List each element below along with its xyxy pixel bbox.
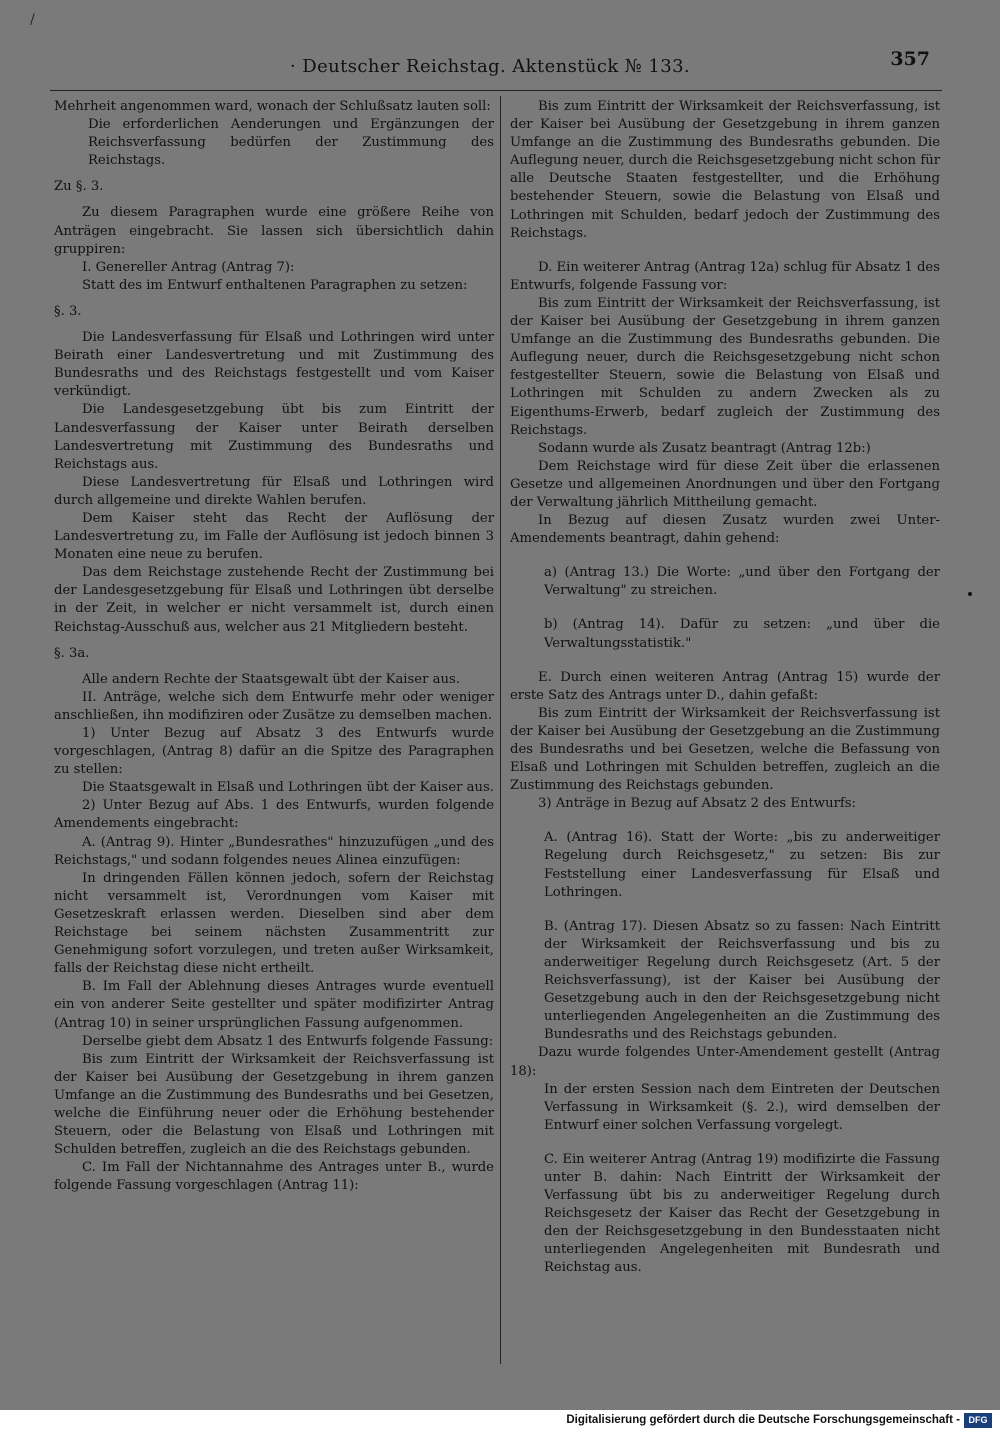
running-header: · Deutscher Reichstag. Aktenstück № 133. (290, 56, 691, 77)
paragraph: 3) Anträge in Bezug auf Absatz 2 des Entwurfs: (538, 796, 856, 812)
paragraph-spacer (510, 813, 940, 829)
paragraph: C. Ein weiterer Antrag (Antrag 19) modifizirte die Fassung unter B. dahin: Nach Eintritt der Wirksamkeit der Verfassung übt bis zu anderweitiger Regelung durch Reichsgesetz der Kaiser das Recht der Gesetzgebung in den der Reichsgesetzgebung in den Bundesstaaten nicht unterliegenden Angelegenheiten mit Bundesrath und Reichstag aus. (544, 1151, 940, 1276)
paragraph-spacer (510, 243, 940, 259)
ink-speck (968, 592, 972, 596)
paragraph: B. (Antrag 17). Diesen Absatz so zu fassen: Nach Eintritt der Wirksamkeit der Reichsverfassung und bis zu anderweitiger Regelung durch Reichsgesetz (Art. 5 der Reichsverfassung), ist der Kaiser bei Ausübung der Gesetzgebung auch in den der Reichsgesetzgebung nicht unterliegenden Angelegenheiten an die Zustimmung des Bundesraths und des Reichstags gebunden. (544, 918, 940, 1043)
section-heading: §. 3a. (54, 645, 90, 661)
corner-mark: / (30, 12, 35, 28)
section-heading: §. 3. (54, 303, 82, 319)
paragraph: I. Genereller Antrag (Antrag 7): (82, 259, 295, 275)
paragraph: Bis zum Eintritt der Wirksamkeit der Reichsverfassung ist der Kaiser bei Ausübung der Gesetzgebung an die Zustimmung des Bundesraths und bei Gesetzen, welche die Befassung von Elsaß und Lothringen mit Schulden betreffen, zugleich an die Zustimmung des Reichstags gebunden. (510, 705, 940, 794)
paragraph-spacer (510, 653, 940, 669)
paragraph: Das dem Reichstage zustehende Recht der Zustimmung bei der Landesgesetzgebung für Elsaß und Lothringen übt derselbe in der Zeit, in welcher er nicht versammelt ist, durch einen Reichstag-Ausschuß aus, welcher aus 21 Mitgliedern besteht. (54, 565, 494, 635)
paragraph: Die Landesverfassung für Elsaß und Lothringen wird unter Beirath einer Landesvertretung und mit Zustimmung des Bundesraths und des Reichstags festgestellt und vom Kaiser verkündigt. (54, 330, 494, 400)
paragraph: 2) Unter Bezug auf Abs. 1 des Entwurfs, wurden folgende Amendements eingebracht: (54, 798, 494, 832)
dfg-logo: DFG (964, 1413, 992, 1428)
paragraph: Sodann wurde als Zusatz beantragt (Antrag 12b:) (538, 440, 871, 456)
paragraph: Dem Kaiser steht das Recht der Auflösung der Landesvertretung zu, im Falle der Auflösung ist jedoch binnen 3 Monaten eine neue zu berufen. (54, 510, 494, 563)
paragraph: II. Anträge, welche sich dem Entwurfe mehr oder weniger anschließen, ihn modifiziren oder Zusätze zu demselben machen. (54, 689, 494, 723)
paragraph: In dringenden Fällen können jedoch, sofern der Reichstag nicht versammelt ist, Verordnungen vom Kaiser mit Gesetzeskraft erlassen werden. Dieselben sind aber dem Reichstage bei seinem nächsten Zusammentritt zur Genehmigung sofort vorzulegen, und treten außer Wirksamkeit, falls der Reichstag diese nicht ertheilt. (54, 870, 494, 977)
paragraph: b) (Antrag 14). Dafür zu setzen: „und über die Verwaltungsstatistik." (544, 617, 940, 651)
paragraph: D. Ein weiterer Antrag (Antrag 12a) schlug für Absatz 1 des Entwurfs, folgende Fassung vor: (510, 259, 940, 293)
paragraph: Derselbe giebt dem Absatz 1 des Entwurfs folgende Fassung: (82, 1033, 494, 1049)
paragraph: Dazu wurde folgendes Unter-Amendement gestellt (Antrag 18): (510, 1045, 940, 1079)
paragraph: Dem Reichstage wird für diese Zeit über die erlassenen Gesetze und allgemeinen Anordnungen und über den Fortgang der Verwaltung jährlich Mittheilung gemacht. (510, 458, 940, 510)
footer-credit: Digitalisierung gefördert durch die Deutsche Forschungsgemeinschaft - (566, 1414, 960, 1426)
header-rule (50, 90, 942, 91)
paragraph: Bis zum Eintritt der Wirksamkeit der Reichsverfassung ist der Kaiser bei Ausübung der Gesetzgebung in ihrem ganzen Umfange an die Zustimmung des Bundesraths und bei Gesetzen, welche die Einführung neuer oder die Erhöhung bestehender Steuern, oder die Belastung von Elsaß und Lothringen mit Schulden betreffen, zugleich an die des Reichstags gebunden. (54, 1051, 494, 1158)
paragraph: Bis zum Eintritt der Wirksamkeit der Reichsverfassung, ist der Kaiser bei Ausübung der Gesetzgebung in ihrem ganzen Umfange an die Zustimmung des Bundesraths gebunden. Die Auflegung neuer, durch die Reichsgesetzgebung nicht schon festgestellter Steuern, sowie die Belastung von Elsaß und Lothringen mit Schulden zu andern Zwecken als zu Eigenthums-Erwerb, bedarf zugleich der Zustimmung des Reichstags. (510, 295, 940, 438)
paragraph: Statt des im Entwurf enthaltenen Paragraphen zu setzen: (82, 277, 468, 293)
paragraph: a) (Antrag 13.) Die Worte: „und über den Fortgang der Verwaltung" zu streichen. (544, 565, 940, 599)
paragraph: Die Staatsgewalt in Elsaß und Lothringen übt der Kaiser aus. (82, 780, 494, 796)
paragraph: Mehrheit angenommen ward, wonach der Schlußsatz lauten soll: (54, 99, 491, 114)
paragraph: E. Durch einen weiteren Antrag (Antrag 15) wurde der erste Satz des Antrags unter D., dahin gefaßt: (510, 669, 940, 703)
section-heading: Zu §. 3. (54, 179, 104, 195)
paragraph: C. Im Fall der Nichtannahme des Antrages unter B., wurde folgende Fassung vorgeschlagen (Antrag 11): (54, 1160, 494, 1194)
paragraph-spacer (510, 902, 940, 918)
paragraph-spacer (510, 1135, 940, 1151)
left-column (54, 98, 494, 1195)
paragraph: In Bezug auf diesen Zusatz wurden zwei Unter-Amendements beantragt, dahin gehend: (510, 513, 940, 547)
paragraph: Zu diesem Paragraphen wurde eine größere Reihe von Anträgen eingebracht. Sie lassen sich übersichtlich dahin gruppiren: (54, 205, 494, 257)
paragraph-spacer (510, 600, 940, 616)
paragraph: Die erforderlichen Aenderungen und Ergänzungen der Reichsverfassung bedürfen der Zustimmung des Reichstags. (88, 117, 494, 169)
paragraph: A. (Antrag 9). Hinter „Bundesrathes" hinzuzufügen „und des Reichstags," und sodann folgendes neues Alinea einzufügen: (54, 834, 494, 868)
right-column (510, 98, 940, 1278)
paragraph: A. (Antrag 16). Statt der Worte: „bis zu anderweitiger Regelung durch Reichsgesetz," zu setzen: Bis zur Feststellung einer Landesverfassung für Elsaß und Lothringen. (544, 830, 940, 900)
paragraph: Alle andern Rechte der Staatsgewalt übt der Kaiser aus. (82, 671, 460, 687)
paragraph: Bis zum Eintritt der Wirksamkeit der Reichsverfassung, ist der Kaiser bei Ausübung der Gesetzgebung in ihrem ganzen Umfange an die Zustimmung des Bundesraths gebunden. Die Auflegung neuer, durch die Reichsgesetzgebung nicht schon für alle Deutsche Staaten festgestellter, und die Erhöhung bestehender Steuern, sowie die Belastung von Elsaß und Lothringen mit Schulden, bedarf jedoch der Zustimmung des Reichstags. (510, 99, 940, 241)
footer (0, 1410, 1000, 1432)
page-number: 357 (890, 48, 930, 70)
paragraph-spacer (510, 548, 940, 564)
paragraph: B. Im Fall der Ablehnung dieses Antrages wurde eventuell ein von anderer Seite gestellter und später modifizirter Antrag (Antrag 10) in seiner ursprünglichen Fassung aufgenommen. (54, 979, 494, 1031)
paragraph: In der ersten Session nach dem Eintreten der Deutschen Verfassung in Wirksamkeit (§. 2.), wird demselben der Entwurf einer solchen Verfassung vorgelegt. (544, 1081, 940, 1133)
paragraph: 1) Unter Bezug auf Absatz 3 des Entwurfs wurde vorgeschlagen, (Antrag 8) dafür an die Spitze des Paragraphen zu stellen: (54, 726, 494, 778)
column-divider (500, 96, 501, 1364)
paragraph: Diese Landesvertretung für Elsaß und Lothringen wird durch allgemeine und direkte Wahlen berufen. (54, 474, 494, 508)
paragraph: Die Landesgesetzgebung übt bis zum Eintritt der Landesverfassung der Kaiser unter Beirath derselben Landesvertretung mit Zustimmung des Bundesraths und Reichstags aus. (54, 402, 494, 472)
